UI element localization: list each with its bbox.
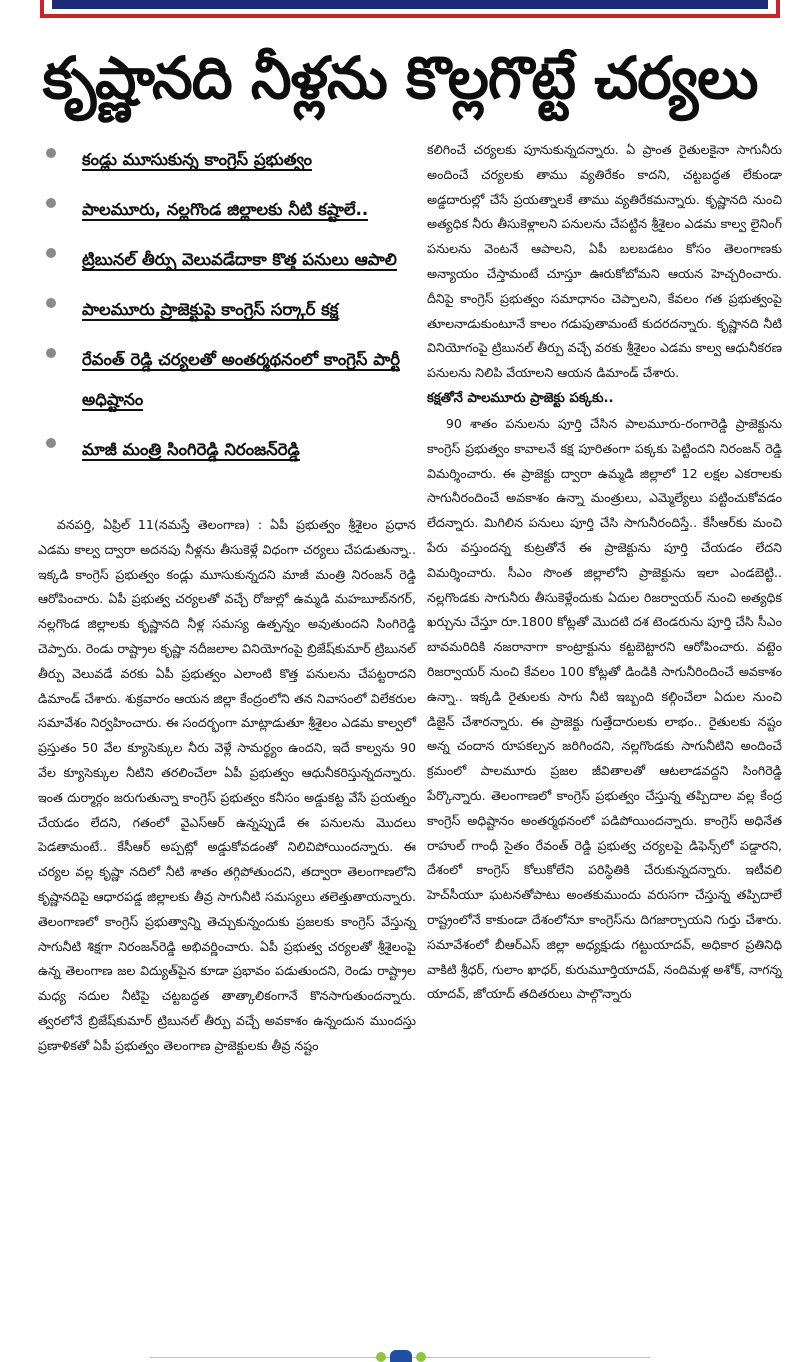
- article-paragraph: వనపర్తి, ఏప్రిల్ 11(నమస్తే తెలంగాణ) : ఏపీ ప్రభుత్వం శ్రీశైలం ప్రధాన ఎడమ కాల్వ ద్వారా అదనపు నీళ్లను తీసుకెళ్లే విధంగా చర్యలు చేపడుతున్నా.. ఇక్కడి కాంగ్రెస్ ప్రభుత్వం కండ్లు మూసుకున్నదని మాజీ మంత్రి నిరంజన్ రెడ్డి ఆరోపించారు. ఏపీ ప్రభుత్వ చర్యలతో వచ్చే రోజుల్లో ఉమ్మడి మహబూబ్‌నగర్, నల్లగొండ జిల్లాలకు కృష్ణానది నీళ్ల సమస్య ఉత్పన్నం అవుతుందని సింగిరెడ్డి చెప్పారు. రెండు రాష్ట్రాల కృష్ణా నదీజలాల వినియోగంపై బ్రిజేష్‌కుమార్ ట్రిబునల్ తీర్పు వెలువడే వరకు ఏపీ ప్రభుత్వం ఎలాంటి కొత్త పనులను చేపట్టరాదని డిమాండ్ చేశారు. శుక్రవారం ఆయన జిల్లా కేంద్రంలోని తన నివాసంలో విలేకరుల సమావేశం నిర్వహించారు. ఈ సందర్భంగా మాట్లాడుతూ శ్రీశైలం ఎడమ కాల్వలో ప్రస్తుతం 50 వేల క్యూసెక్కుల నీరు వెళ్లే సామర్థ్యం ఉందని, ఇదే కాల్వను 90 వేల క్యూసెక్కుల నీటిని తరలించేలా ఏపీ ప్రభుత్వం ఆధునీకరిస్తున్నదన్నారు. ఇంత దుర్మార్గం జరుగుతున్నా కాంగ్రెస్ ప్రభుత్వం కనీసం అడ్డుకట్ట వేసే ప్రయత్నం చేయడం లేదని, గతంలో వైఎస్ఆర్ ఉన్నప్పుడే ఈ పనులను మొదలు పెడతామంటే.. కేసీఆర్ అప్పట్లో అడ్డుకోవడంతో నిలిచిపోయిందన్నారు. ఈ చర్యల వల్ల కృష్ణా నదిలో నీటి శాతం తగ్గిపోతుందని, తద్వారా తెలంగాణలోని కృష్ణానదిపై ఆధారపడ్డ జిల్లాలకు తీవ్ర సాగునీటి సమస్యలు తలెత్తుతాయన్నారు. తెలంగాణలో కాంగ్రెస్ ప్రభుత్వాన్ని తెచ్చుకున్నందుకు ప్రజలకు కాంగ్రెస్ వేస్తున్న సాగునీటి శిక్షగా నిరంజన్‌రెడ్డి అభివర్ణించారు. ఏపీ ప్రభుత్వ చర్యలతో శ్రీశైలంపై ఉన్న తెలంగాణ జల విద్యుత్‌పైన కూడా ప్రభావం పడుతుందని, రెండు రాష్ట్రాల మధ్య నదుల నీటిపై చట్టబద్ధత తాత్కాలికంగానే కొనసాగుతుందన్నారు. త్వరలోనే బ్రిజేష్‌కుమార్ ట్రిబునల్ తీర్పు వచ్చే అవకాశం ఉన్నందున ముందస్తు ప్రణాళికతో ఏపీ ప్రభుత్వం తెలంగాణ ప్రాజెక్టులకు తీవ్ర నష్టం: [38, 517, 416, 1053]
- bullet-dot-icon: [46, 438, 56, 448]
- page-footer-ornament: [150, 1350, 650, 1362]
- article-paragraph: 90 శాతం పనులను పూర్తి చేసిన పాలమూరు-రంగారెడ్డి ప్రాజెక్టును కాంగ్రెస్ ప్రభుత్వం కావాలనే కక్ష పూరితంగా పక్కకు పెట్టిందని నిరంజన్ రెడ్డి విమర్శించారు. ఈ ప్రాజెక్టు ద్వారా ఉమ్మడి జిల్లాలో 12 లక్షల ఎకరాలకు సాగునీరందించే అవకాశం ఉన్నా మంత్రులు, ఎమ్మెల్యేలు పట్టించుకోవడం లేదన్నారు. మిగిలిన పనులు పూర్తి చేసి సాగునీరందిస్తే.. కేసీఆర్‌కు మంచి పేరు వస్తుందన్న కుట్రతోనే ఈ ప్రాజెక్టును పూర్తి చేయడం లేదని విమర్శించారు. సీఎం సొంత జిల్లాలోని ప్రాజెక్టును ఇలా ఎండబెట్టి.. నల్లగొండకు సాగునీరు తీసుకెళ్లేందుకు ఏదుల రిజర్వాయర్ నుంచి అత్యధిక ఖర్చును చేస్తూ రూ.1800 కోట్లతో మొదటి దశ టెండరును పూర్తి చేసి సీఎం బావమరిదికి నజరానాగా కాంట్రాక్టును కట్టబెట్టారని ఆరోపించారు. వట్టెం రిజర్వాయర్ నుంచి కేవలం 100 కోట్లతో డిండికి సాగునీరిందించే అవకాశం ఉన్నా.. ఇక్కడి రైతులకు సాగు నీటి ఇబ్బంది కల్గించేలా ఏదుల నుంచి డిజైన్ చేశారన్నారు. ఈ ప్రాజెక్టు గుత్తేదారులకు లాభం.. రైతులకు నష్టం అన్న చందాన రూపకల్పన జరిగిందని, నల్లగొండకు సాగునీటిని అందించే క్రమంలో పాలమూరు ప్రజల జీవితాలతో ఆటలాడవద్దని సింగిరెడ్డి పేర్కొన్నారు. తెలంగాణలో కాంగ్రెస్ ప్రభుత్వం చేస్తున్న తప్పిదాల వల్ల కేంద్ర కాంగ్రెస్ అధిష్టానం అంతర్మథనంలో పడిపోయిందన్నారు. కాంగ్రెస్ అధినేత రాహుల్ గాంధీ సైతం రేవంత్ రెడ్డి ప్రభుత్వ చర్యలపై డిఫెన్స్‌లో పడ్డారని, దేశంలో కాంగ్రెస్ కోలుకోలేని పరిస్థితికి చేరుకున్నదన్నారు. ఇటీవలి హెచ్‌సీయూ ఘటనతోపాటు అంతకుముందు వరుసగా చేస్తున్న తప్పిదాలే రాష్ట్రంలోనే కాకుండా దేశంలోనూ కాంగ్రెస్‌ను దిగజార్చాయని గుర్తు చేశారు. సమావేశంలో బీఆర్ఎస్ జిల్లా అధ్యక్షుడు గట్టుయాదవ్, అధికార ప్రతినిధి వాకిటి శ్రీధర్, గులాం ఖాధర్, కురుమూర్తియాదవ్, నందిమళ్ల అశోక్, నాగన్న యాదవ్, జోయాద్ తదితరులు పాల్గొన్నారు: [427, 415, 782, 1002]
- bullet-item: [40, 340, 420, 420]
- top-banner-frame: [40, 0, 780, 18]
- bullet-text: మాజీ మంత్రి సింగిరెడ్డి నిరంజన్‌రెడ్డి: [82, 440, 300, 459]
- bullet-dot-icon: [46, 148, 56, 158]
- bullet-text: కండ్లు మూసుకున్న కాంగ్రెస్ ప్రభుత్వం: [82, 150, 313, 169]
- bullet-text: రేవంత్ రెడ్డి చర్యలతో అంతర్మథనంలో కాంగ్రెస్ పార్టీ అధిష్టానం: [82, 350, 401, 409]
- bullet-item: [40, 190, 420, 230]
- bullet-item: [40, 140, 420, 180]
- footer-dot-icon: [416, 1352, 426, 1362]
- footer-logo-icon: [390, 1350, 412, 1362]
- bullet-dot-icon: [46, 198, 56, 208]
- article-paragraph: కలిగించే చర్యలకు పూనుకున్నదన్నారు. ఏ ప్రాంత రైతులకైనా సాగునీరు అందించే చర్యలకు తాము వ్యతిరేకం కాదని, చట్టబద్ధత లేకుండా అడ్డదారుల్లో చేసే ప్రయత్నాలకే తాము వ్యతిరేకమన్నారు. కృష్ణానది నుంచి అత్యధిక నీరు తీసుకెళ్లాలని పనులను చేపట్టిన శ్రీశైలం ఎడమ కాల్వ లైనింగ్ పనులను వెంటనే ఆపాలని, ఏపీ బలబడటం కోసం తెలంగాణకు అన్యాయం చేస్తామంటే చూస్తూ ఊరుకోబోమని ఆయన హెచ్చరించారు. దీనిపై కాంగ్రెస్ ప్రభుత్వం సమాధానం చెప్పాలని, కేవలం గత ప్రభుత్వంపై తూలనాడుకుంటూనే కాలం గడుపుతామంటే కుదరదన్నారు. కృష్ణానది నీటి వినియోగంపై ట్రిబునల్ తీర్పు వచ్చే వరకు శ్రీశైలం ఎడమ కాల్వ ఆధునీకరణ పనులను నిలిపి వేయాలని ఆయన డిమాండ్ చేశారు.: [427, 142, 782, 381]
- bullet-text: పాలమూరు, నల్లగొండ జిల్లాలకు నీటి కష్టాలే..: [82, 200, 369, 219]
- bullet-text: పాలమూరు ప్రాజెక్టుపై కాంగ్రెస్ సర్కార్ కక్ష: [82, 300, 339, 319]
- bullet-item: [40, 290, 420, 330]
- article-column-left: [38, 513, 416, 1059]
- headline: కృష్ణానది నీళ్లను కొల్లగొట్టే చర్యలు: [42, 44, 758, 112]
- bullet-dot-icon: [46, 348, 56, 358]
- bullet-dot-icon: [46, 248, 56, 258]
- article-subheading: కక్షతోనే పాలమూరు ప్రాజెక్టు పక్కకు..: [427, 390, 614, 406]
- bullet-dot-icon: [46, 298, 56, 308]
- bullet-item: [40, 430, 420, 470]
- footer-dot-icon: [376, 1352, 386, 1362]
- bullet-item: [40, 240, 420, 280]
- bullet-text: ట్రిబునల్ తీర్పు వెలువడేదాకా కొత్త పనులు ఆపాలి: [82, 250, 397, 269]
- highlight-bullets: [40, 140, 420, 480]
- top-banner-band: [52, 0, 768, 9]
- article-column-right: [427, 138, 782, 1007]
